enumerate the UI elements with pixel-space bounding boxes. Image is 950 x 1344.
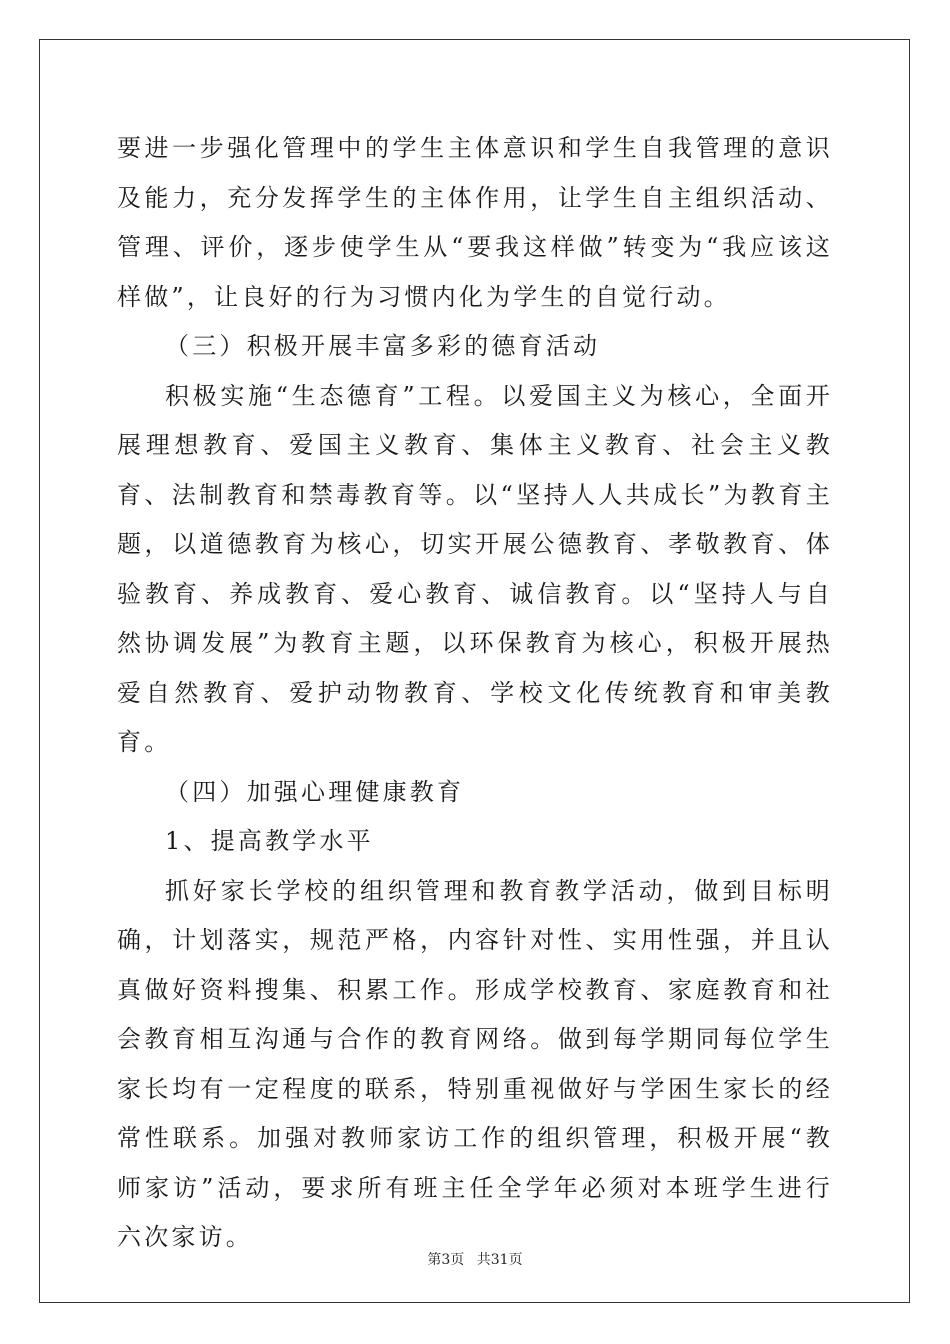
page-total: 共31页: [476, 1252, 523, 1268]
section-heading-4: （四）加强心理健康教育: [165, 777, 465, 806]
page-footer: [0, 1249, 950, 1269]
document-body: [117, 124, 833, 1263]
paragraph-1: 要进一步强化管理中的学生主体意识和学生自我管理的意识及能力，充分发挥学生的主体作用，让学生自主组织活动、管理、评价，逐步使学生从“要我这样做”转变为“我应该这样做”，让良好的行为习惯内化为学生的自觉行动。: [117, 134, 833, 311]
section-heading-3: （三）积极开展丰富多彩的德育活动: [165, 332, 601, 360]
paragraph-3: 抓好家长学校的组织管理和教育教学活动，做到目标明确，计划落实，规范严格，内容针对性、实用性强，并且认真做好资料搜集、积累工作。形成学校教育、家庭教育和社会教育相互沟通与合作的教育网络。做到每学期同每位学生家长均有一定程度的联系，特别重视做好与学困生家长的经常性联系。加强对教师家访工作的组织管理，积极开展“教师家访”活动，要求所有班主任全学年必须对本班学生进行六次家访。: [117, 876, 833, 1251]
paragraph-2: 积极实施“生态德育”工程。以爱国主义为核心，全面开展理想教育、爱国主义教育、集体主义教育、社会主义教育、法制教育和禁毒教育等。以“坚持人人共成长”为教育主题，以道德教育为核心，切实开展公德教育、孝敬教育、体验教育、养成教育、爱心教育、诚信教育。以“坚持人与自然协调发展”为教育主题，以环保教育为核心，积极开展热爱自然教育、爱护动物教育、学校文化传统教育和审美教育。: [117, 381, 833, 756]
page-number: 第3页: [427, 1252, 465, 1268]
subheading-1: 1、提高教学水平: [165, 827, 374, 855]
